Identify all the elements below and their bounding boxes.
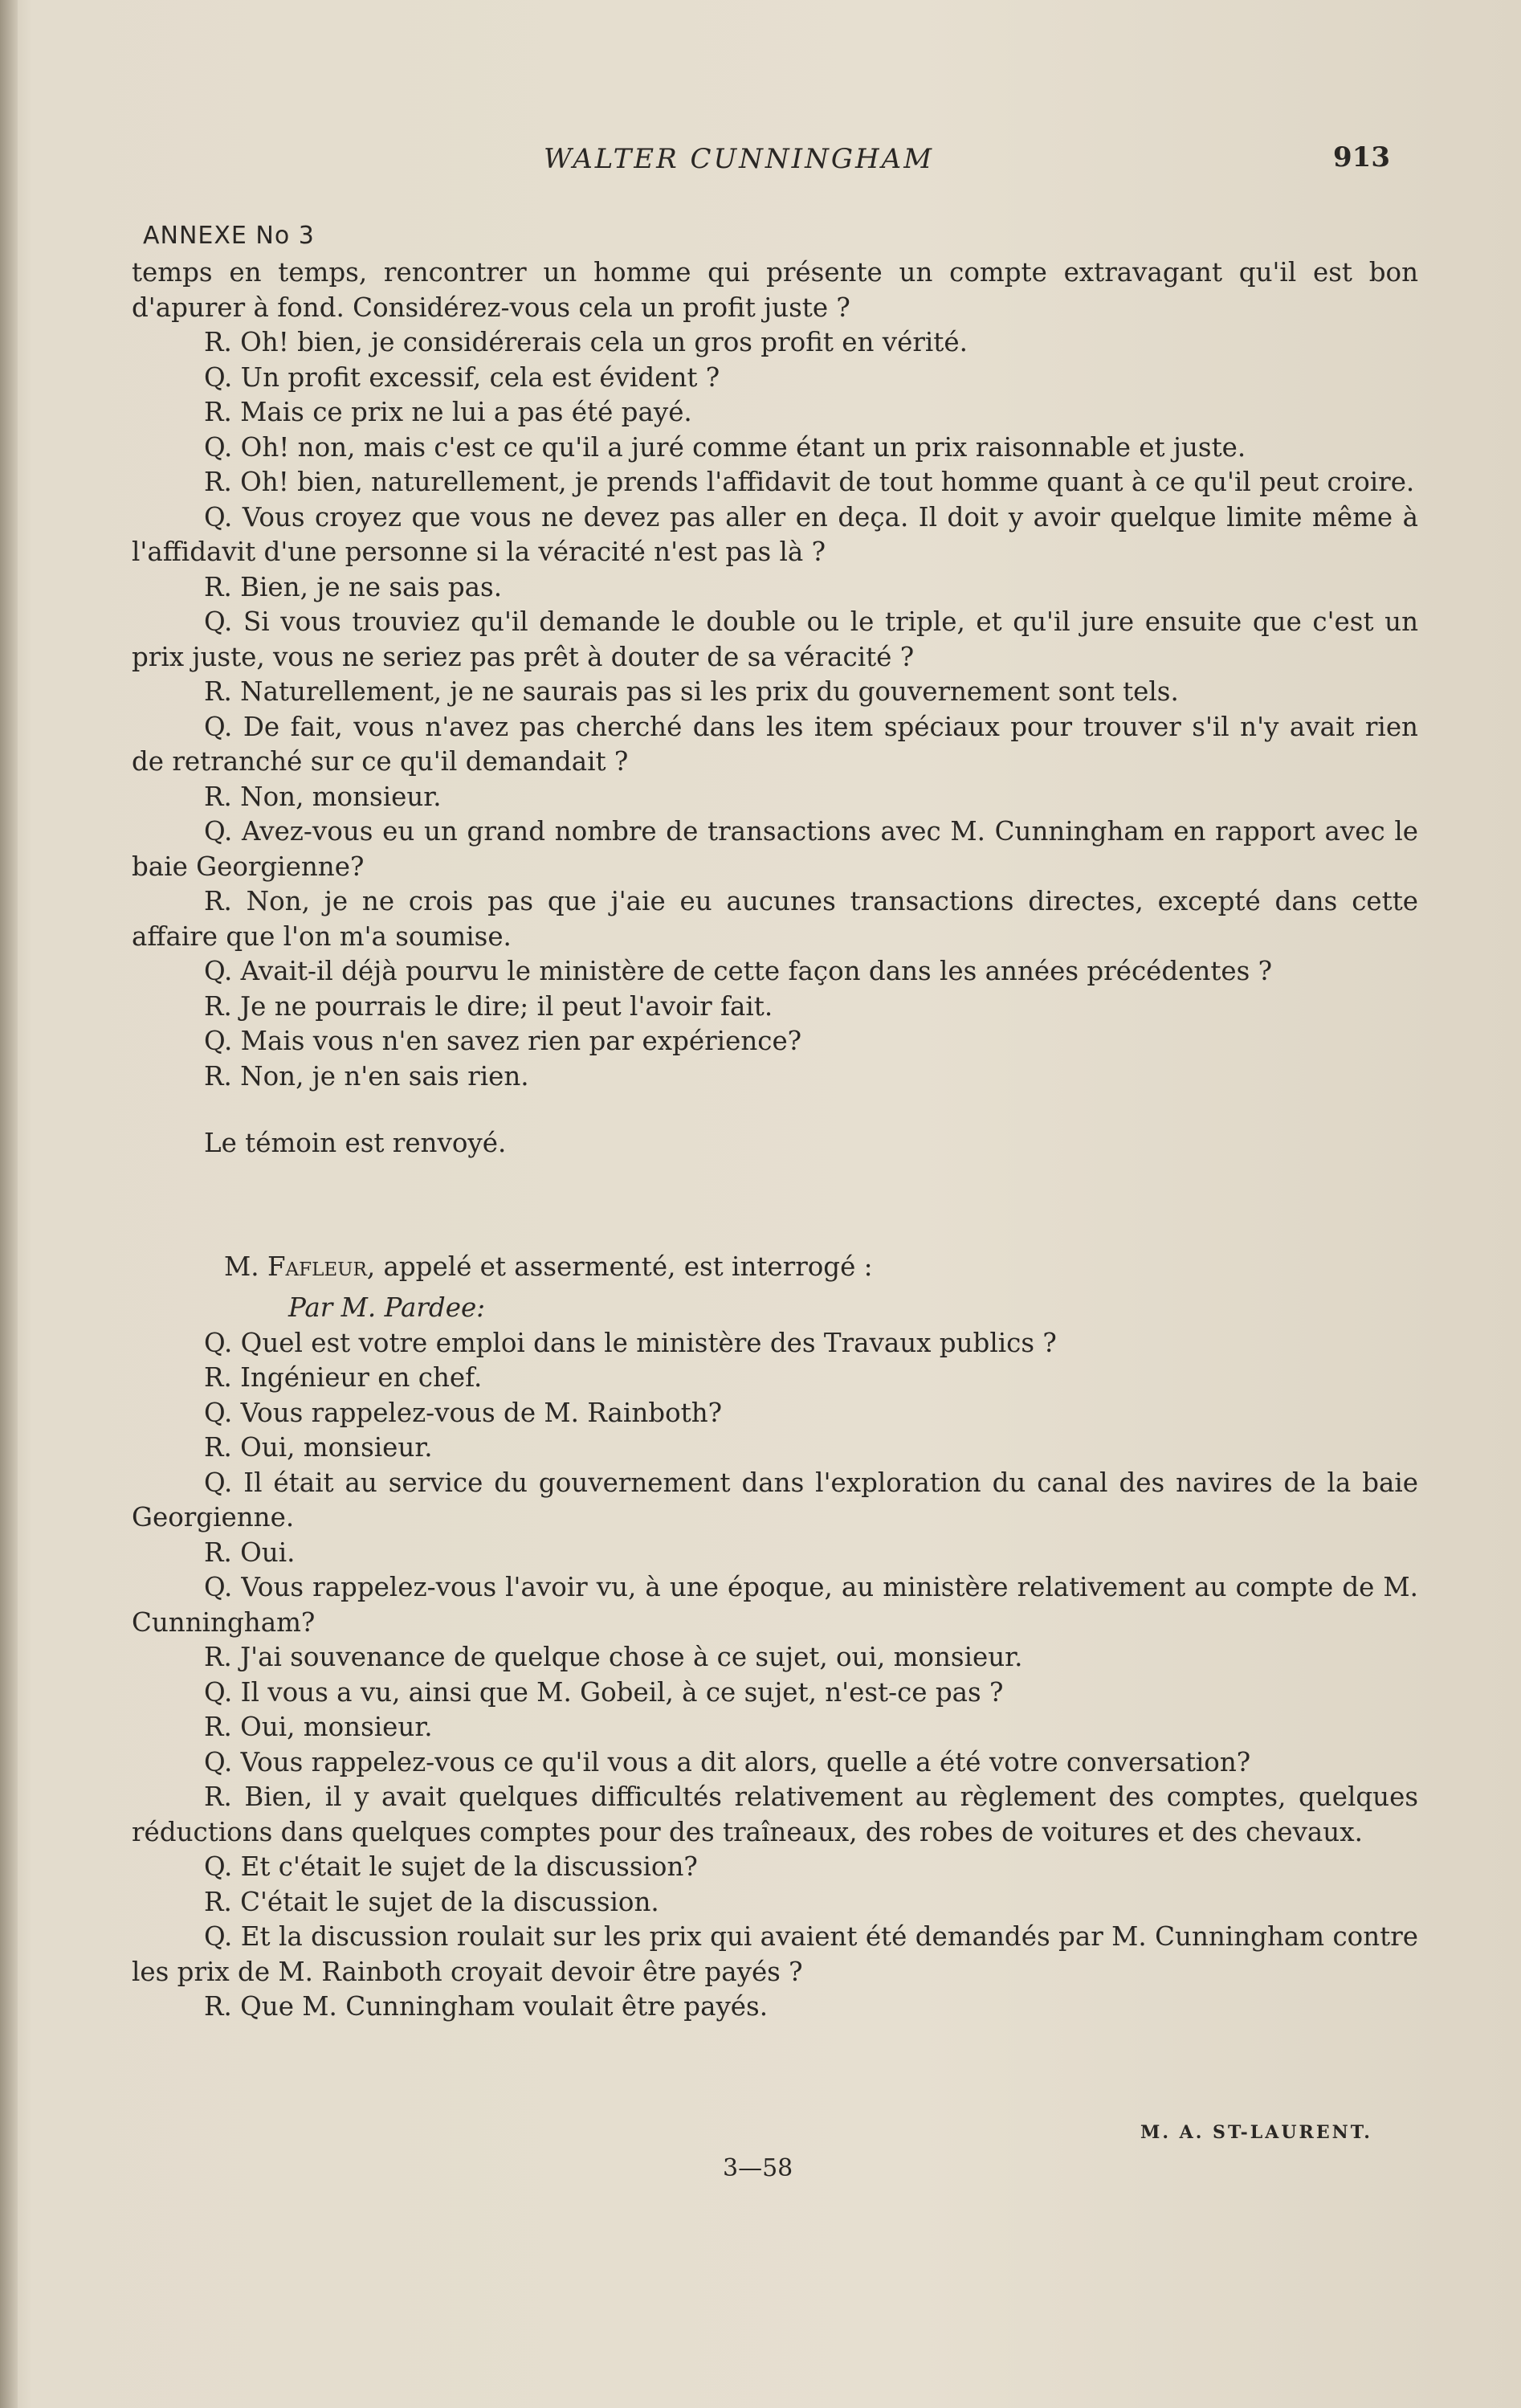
question: Q. De fait, vous n'avez pas cherché dans les item spéciaux pour trouver s'il n'y avait rien de retranché sur ce qu'il demandait ? bbox=[132, 711, 1418, 777]
question: Q. Oh! non, mais c'est ce qu'il a juré comme étant un prix raisonnable et juste. bbox=[204, 431, 1246, 463]
running-title: WALTER CUNNINGHAM bbox=[543, 143, 935, 175]
answer: R. Naturellement, je ne saurais pas si les prix du gouvernement sont tels. bbox=[204, 676, 1179, 707]
witness-suffix: , appelé et assermenté, est interrogé : bbox=[366, 1251, 873, 1282]
answer: R. Oui, monsieur. bbox=[204, 1712, 433, 1742]
answer: R. Oh! bien, naturellement, je prends l'affidavit de tout homme quant à ce qu'il peut croire. bbox=[204, 467, 1415, 497]
answer: R. Mais ce prix ne lui a pas été payé. bbox=[204, 397, 692, 427]
answer: R. C'était le sujet de la discussion. bbox=[204, 1886, 659, 1917]
question: Q. Vous rappelez-vous l'avoir vu, à une époque, au ministère relativement au compte de M. Cunningham? bbox=[132, 1572, 1418, 1638]
answer: R. J'ai souvenance de quelque chose à ce sujet, oui, monsieur. bbox=[204, 1642, 1023, 1672]
sheet-number: 3—58 bbox=[723, 2154, 793, 2182]
paragraph: temps en temps, rencontrer un homme qui présente un compte extravagant qu'il est bon d'apurer à fond. Considérez-vous cela un profit juste ? bbox=[132, 257, 1418, 323]
question: Q. Il était au service du gouvernement dans l'exploration du canal des navires de la baie Georgienne. bbox=[132, 1467, 1418, 1533]
answer: R. Bien, il y avait quelques difficultés relativement au règlement des comptes, quelques réductions dans quelques comptes pour des traîneaux, des robes de voitures et des chevaux. bbox=[132, 1782, 1418, 1847]
examiner-line: Par M. Pardee: bbox=[288, 1292, 486, 1323]
annex-label: ANNEXE No 3 bbox=[143, 222, 315, 250]
answer: R. Non, je n'en sais rien. bbox=[204, 1060, 529, 1092]
answer: R. Bien, je ne sais pas. bbox=[204, 571, 503, 602]
question: Q. Avait-il déjà pourvu le ministère de cette façon dans les années précédentes ? bbox=[204, 956, 1273, 986]
question: Q. Et la discussion roulait sur les prix qui avaient été demandés par M. Cunningham contre les prix de M. Rainboth croyait devoir être payés ? bbox=[132, 1921, 1418, 1987]
answer: R. Que M. Cunningham voulait être payés. bbox=[204, 1991, 769, 2022]
answer: R. Non, je ne crois pas que j'aie eu aucunes transactions directes, excepté dans cette affaire que l'on m'a soumise. bbox=[132, 886, 1418, 952]
question: Q. Avez-vous eu un grand nombre de transactions avec M. Cunningham en rapport avec le baie Georgienne? bbox=[132, 816, 1418, 882]
witness-prefix: M. bbox=[224, 1251, 267, 1282]
answer: R. Oui, monsieur. bbox=[204, 1432, 433, 1463]
answer: R. Ingénieur en chef. bbox=[204, 1362, 483, 1393]
question: Q. Il vous a vu, ainsi que M. Gobeil, à ce sujet, n'est-ce pas ? bbox=[204, 1676, 1004, 1708]
signature: M. A. ST-LAURENT. bbox=[1140, 2122, 1372, 2143]
page-body bbox=[132, 255, 1418, 2025]
book-spine-shadow bbox=[0, 0, 18, 2408]
question: Q. Un profit excessif, cela est évident ? bbox=[204, 361, 720, 393]
question: Q. Vous croyez que vous ne devez pas aller en deça. Il doit y avoir quelque limite même à l'affidavit d'une personne si la véracité n'est pas là ? bbox=[132, 501, 1418, 567]
answer: R. Oh! bien, je considérerais cela un gros profit en vérité. bbox=[204, 327, 968, 357]
answer: R. Je ne pourrais le dire; il peut l'avoir fait. bbox=[204, 990, 773, 1022]
witness-name: Fafleur bbox=[267, 1251, 367, 1282]
witness-heading bbox=[132, 1250, 1418, 1285]
question: Q. Et c'était le sujet de la discussion? bbox=[204, 1851, 698, 1882]
question: Q. Si vous trouviez qu'il demande le double ou le triple, et qu'il jure ensuite que c'est un prix juste, vous ne seriez pas prêt à douter de sa véracité ? bbox=[132, 606, 1418, 672]
answer: R. Oui. bbox=[204, 1537, 296, 1568]
page-number: 913 bbox=[1333, 141, 1390, 173]
witness-dismissed: Le témoin est renvoyé. bbox=[204, 1128, 507, 1158]
question: Q. Vous rappelez-vous de M. Rainboth? bbox=[204, 1397, 723, 1428]
answer: R. Non, monsieur. bbox=[204, 781, 442, 812]
question: Q. Vous rappelez-vous ce qu'il vous a dit alors, quelle a été votre conversation? bbox=[204, 1746, 1251, 1777]
page-header bbox=[0, 143, 1521, 183]
question: Q. Quel est votre emploi dans le ministère des Travaux publics ? bbox=[204, 1327, 1057, 1358]
question: Q. Mais vous n'en savez rien par expérience? bbox=[204, 1026, 802, 1056]
